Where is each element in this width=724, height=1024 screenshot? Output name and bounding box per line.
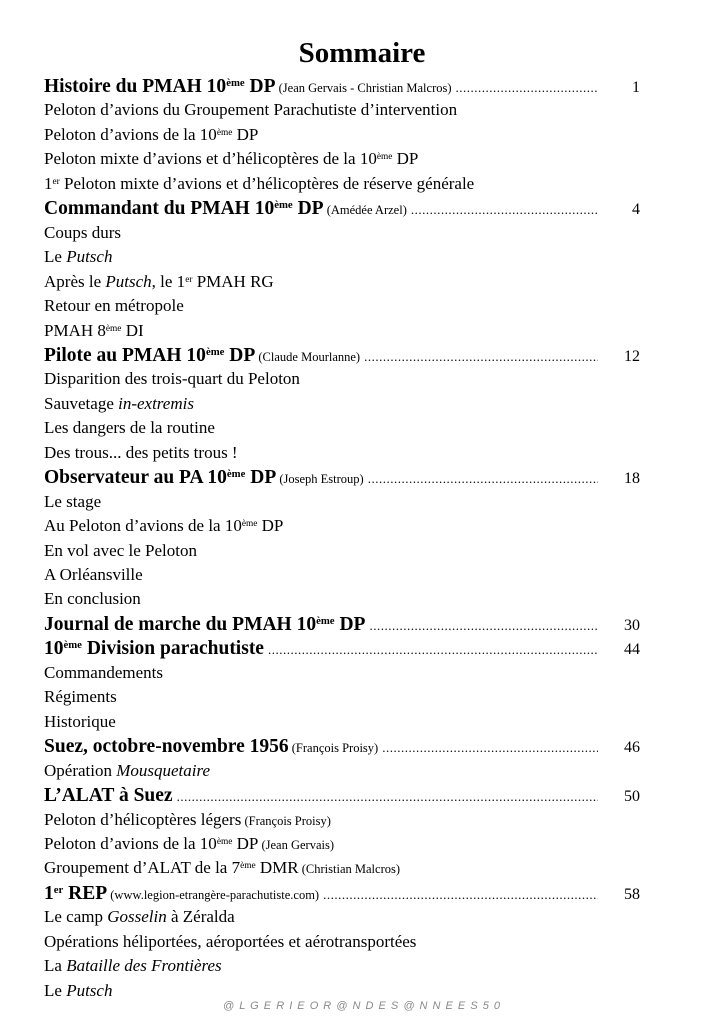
toc-label (44, 736, 378, 758)
toc-label (44, 443, 238, 463)
page-number: 4 (632, 201, 640, 219)
label-text: Le (44, 980, 67, 1000)
toc-label (44, 565, 143, 585)
toc-label (44, 321, 144, 341)
label-text: Sauvetage (44, 393, 119, 413)
label-text: Peloton d’avions de la 10 (44, 833, 217, 853)
label-text: En vol avec le Peloton (44, 540, 197, 560)
dot-leader (323, 887, 598, 903)
label-text: A Orléansville (44, 565, 143, 584)
author-name: (Joseph Estroup) (276, 472, 364, 487)
label-text: DI (121, 320, 144, 340)
toc-heading (44, 638, 640, 662)
author-name: (Amédée Arzel) (323, 203, 407, 218)
toc-subentry (44, 687, 640, 711)
toc-subentry (44, 858, 640, 882)
toc-subentry (44, 932, 640, 956)
toc-label (44, 981, 112, 1001)
label-text: Pilote au PMAH 10 (44, 344, 206, 366)
toc-label (44, 272, 274, 292)
label-text: Des trous... des petits trous ! (44, 442, 238, 462)
toc-label (44, 589, 141, 609)
label-superscript: er (53, 883, 64, 896)
toc-label (44, 223, 121, 243)
dot-leader (364, 349, 598, 365)
toc-subentry (44, 712, 640, 736)
label-italic: Mousquetaire (116, 760, 211, 780)
toc-subentry (44, 761, 640, 785)
label-text: Commandant du PMAH 10 (44, 198, 275, 220)
dot-leader (456, 80, 598, 96)
label-text: Suez, octobre-novembre 1956 (44, 736, 289, 758)
toc-subentry (44, 834, 640, 858)
label-text: Groupement d’ALAT de la 7 (44, 858, 241, 878)
author-name: (François Proisy) (241, 813, 331, 828)
label-text: Le (44, 247, 67, 267)
toc-label (44, 858, 400, 878)
label-superscript: ème (376, 152, 393, 163)
dot-leader (382, 740, 598, 756)
toc-subentry (44, 516, 640, 540)
page-number: 46 (624, 739, 640, 757)
toc-subentry (44, 100, 640, 124)
toc-label (44, 100, 457, 120)
label-italic: Gosselin (107, 907, 167, 927)
label-text: Après le (44, 271, 106, 291)
label-text: Historique (44, 711, 116, 731)
toc-subentry (44, 810, 640, 834)
toc-subentry (44, 907, 640, 931)
toc-label (44, 394, 194, 414)
label-text: Peloton mixte d’avions et d’hélicoptères de réserve générale (59, 173, 475, 193)
toc-label (44, 834, 334, 854)
label-text: Le camp (44, 907, 108, 927)
label-text: DP (232, 124, 259, 144)
toc-label (44, 516, 283, 536)
label-superscript: er (52, 176, 60, 187)
toc-label (44, 956, 222, 976)
author-name: (Jean Gervais - Christian Malcros) (275, 81, 452, 95)
toc-label (44, 174, 474, 194)
toc-label (44, 687, 117, 707)
page-number: 30 (624, 616, 640, 634)
label-text: Observateur au PA 10 (44, 467, 227, 489)
page-number: 44 (624, 641, 640, 659)
label-text: Histoire du PMAH 10 (44, 76, 227, 97)
label-text: DP (224, 344, 256, 366)
author-name: (Claude Mourlanne) (255, 349, 361, 364)
page-number: 12 (624, 347, 640, 365)
label-text: Les dangers de la routine (44, 418, 215, 438)
toc-label (44, 125, 258, 145)
toc-heading (44, 198, 640, 222)
toc-label (44, 907, 235, 927)
label-text: Coups durs (44, 222, 121, 242)
label-text: à Zéralda (166, 907, 235, 927)
label-italic: Putsch (66, 247, 113, 267)
label-text: Journal de marche du PMAH 10 (44, 613, 317, 635)
label-text: Le stage (44, 491, 102, 511)
toc-label (44, 149, 418, 169)
toc-heading (44, 345, 640, 369)
toc-label (44, 638, 264, 660)
toc-subentry (44, 174, 640, 198)
toc-label (44, 883, 319, 905)
toc-label (44, 541, 197, 561)
label-text: Opération (44, 760, 117, 780)
toc-heading (44, 467, 640, 491)
toc-label (44, 614, 365, 636)
toc-subentry (44, 418, 640, 442)
label-text: Division parachutiste (81, 638, 264, 660)
label-italic: Bataille des Frontières (66, 956, 222, 976)
label-text: DP (292, 198, 324, 220)
label-text: DMR (255, 858, 299, 878)
label-text: En conclusion (44, 589, 141, 609)
toc-subentry (44, 565, 640, 589)
toc-label (44, 932, 416, 952)
dot-leader (268, 642, 598, 658)
label-text: REP (63, 882, 108, 904)
toc-subentry (44, 272, 640, 296)
label-text: Au Peloton d’avions de la 10 (44, 516, 242, 536)
toc-heading (44, 883, 640, 907)
toc-subentry (44, 369, 640, 393)
toc-label (44, 761, 210, 781)
label-superscript: ème (216, 127, 233, 138)
dot-leader (368, 471, 598, 487)
toc-subentry (44, 663, 640, 687)
label-text: PMAH 8 (44, 320, 106, 340)
toc-subentry (44, 321, 640, 345)
label-superscript: ème (226, 468, 246, 481)
toc-heading (44, 76, 640, 100)
toc-subentry (44, 247, 640, 271)
label-superscript: ème (105, 323, 122, 334)
page-number: 58 (624, 885, 640, 903)
label-text: Peloton d’avions de la 10 (44, 124, 217, 144)
toc-heading (44, 736, 640, 760)
toc-label (44, 418, 215, 438)
label-text: PMAH RG (192, 271, 274, 291)
label-text: Commandements (44, 662, 163, 682)
toc-label (44, 76, 452, 98)
toc-subentry (44, 956, 640, 980)
label-text: 10 (44, 638, 64, 660)
author-name: (Christian Malcros) (298, 862, 401, 877)
toc-subentry (44, 589, 640, 613)
toc-subentry (44, 443, 640, 467)
toc-label (44, 810, 331, 830)
label-italic: in-extremis (118, 393, 194, 413)
label-superscript: ème (240, 861, 256, 872)
label-italic: Putsch (66, 980, 113, 1000)
page-number: 1 (632, 79, 640, 96)
label-text: DP (392, 149, 419, 169)
label-superscript: ème (316, 615, 335, 627)
label-text: DP (244, 76, 276, 97)
toc-label (44, 663, 163, 683)
toc-label (44, 296, 184, 316)
label-text: Peloton d’hélicoptères légers (44, 809, 242, 829)
toc-label (44, 345, 360, 367)
label-superscript: ème (226, 77, 245, 90)
label-superscript: ème (216, 836, 233, 847)
label-superscript: ème (241, 518, 258, 529)
toc-heading (44, 614, 640, 638)
label-text: Retour en métropole (44, 296, 184, 316)
label-text: DP (334, 613, 366, 635)
label-text: 1 (44, 882, 54, 904)
toc-subentry (44, 541, 640, 565)
author-name: (François Proisy) (288, 741, 379, 756)
toc-subentry (44, 296, 640, 320)
label-superscript: ème (205, 346, 225, 359)
toc-heading (44, 785, 640, 809)
dot-leader (177, 789, 598, 805)
label-text: L’ALAT à Suez (44, 785, 173, 807)
toc-label (44, 492, 101, 512)
label-text: DP (232, 833, 259, 853)
label-text: Opérations héliportées, aéroportées et aérotransportées (44, 931, 417, 951)
toc-label (44, 785, 173, 807)
label-text: Peloton d’avions du Groupement Parachutiste d’intervention (44, 100, 458, 120)
author-name: (www.legion-etrangère-parachutiste.com) (107, 887, 320, 902)
label-text: La (44, 956, 67, 976)
label-italic: Putsch (105, 271, 152, 291)
label-text: , le 1 (151, 271, 186, 291)
label-text: DP (245, 467, 277, 489)
footer-text: @ L G E R I E O R @ N D E S @ N N E E S 5 0 (222, 1000, 502, 1012)
toc-label (44, 467, 364, 489)
toc-subentry (44, 149, 640, 173)
label-text: Régiments (44, 687, 117, 707)
label-text: Peloton mixte d’avions et d’hélicoptères de la 10 (44, 149, 377, 169)
page-number: 18 (624, 470, 640, 488)
dot-leader (369, 618, 598, 634)
toc-label (44, 198, 407, 220)
label-text: Disparition des trois-quart du Peloton (44, 369, 300, 389)
label-text: DP (257, 516, 284, 536)
author-name: (Jean Gervais) (258, 837, 335, 852)
dot-leader (411, 202, 598, 218)
toc-label (44, 247, 112, 267)
toc-subentry (44, 223, 640, 247)
toc-subentry (44, 492, 640, 516)
page-number: 50 (624, 788, 640, 806)
page-title: Sommaire (298, 37, 426, 69)
toc-label (44, 369, 300, 389)
toc-label (44, 712, 116, 732)
label-text: 1 (44, 173, 53, 193)
label-superscript: er (185, 274, 193, 285)
toc-subentry (44, 394, 640, 418)
toc-subentry (44, 125, 640, 149)
label-superscript: ème (63, 639, 82, 652)
label-superscript: ème (274, 199, 293, 212)
